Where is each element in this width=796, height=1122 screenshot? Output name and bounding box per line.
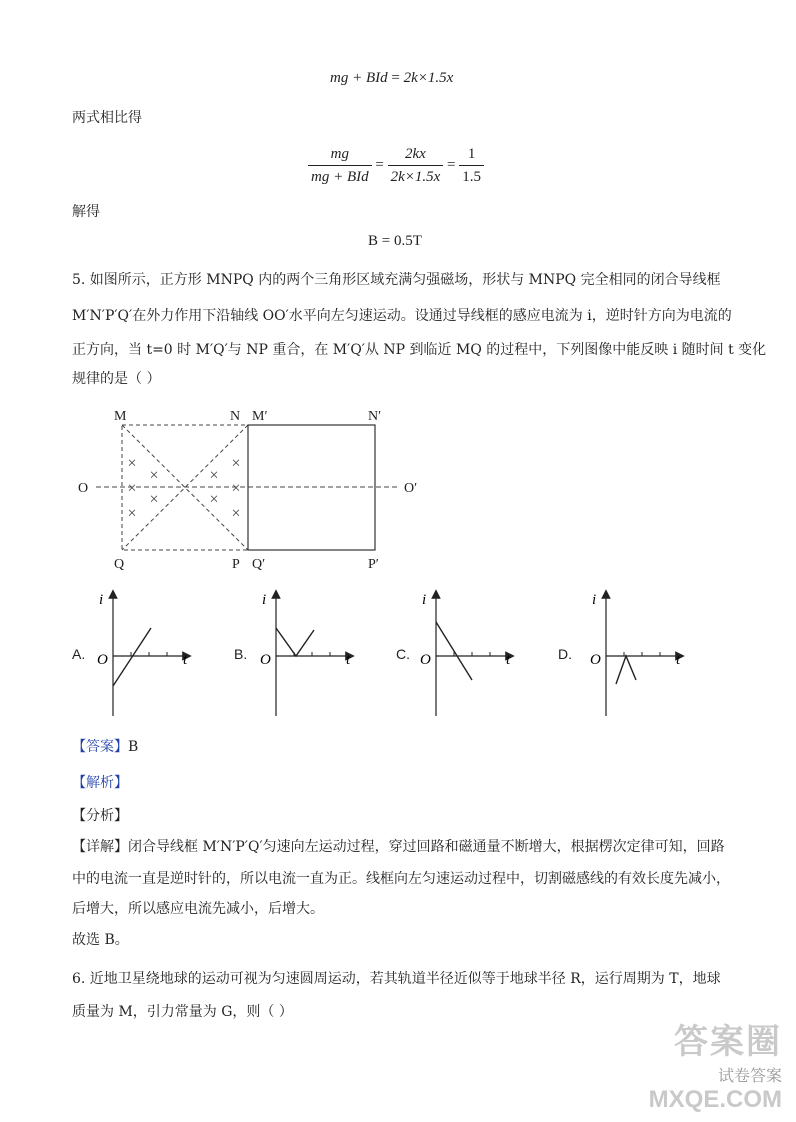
equation-ratio: $\frac{mg}{\text{mg + BId}}$ = $\frac{2kx}{2k\times 1.5x}$ = $\frac{1}{1.5}$ [308, 143, 484, 188]
detail-tag: 【详解】 [72, 839, 128, 855]
axis-i-label: i [99, 592, 104, 608]
option-c-graph[interactable] [418, 588, 518, 720]
option-d-letter[interactable]: D. [558, 646, 572, 662]
field-mark: × [149, 491, 159, 508]
solve-label: 解得 [72, 204, 100, 220]
option-a-graph[interactable] [95, 588, 195, 720]
field-mark: × [209, 491, 219, 508]
svg-text:t: t [676, 652, 681, 668]
label-m: M [114, 409, 127, 424]
option-b-curve [276, 628, 314, 656]
svg-text:i: i [422, 592, 427, 608]
watermark-sub: 试卷答案 [717, 1068, 782, 1085]
detail-line-2: 中的电流一直是逆时针的，所以电流一直为正。线框向左匀速运动过程中，切割磁感线的有效长度先减小， [72, 871, 730, 887]
label-o-prime: O′ [404, 481, 418, 496]
svg-text:O: O [420, 652, 431, 668]
eq1-lhs: mg + BId [330, 70, 388, 86]
watermark-site: MXQE.COM [648, 1086, 782, 1113]
equation-result: B = 0.5T [368, 233, 422, 249]
label-p-prime: P′ [368, 557, 379, 572]
answer-value: B [128, 739, 139, 755]
axis-t-label: t [183, 652, 188, 668]
fenxi-tag: 【分析】 [72, 808, 128, 824]
label-q-prime: Q′ [252, 557, 266, 572]
detail-line-1: 【详解】闭合导线框 M′N′P′Q′匀速向左运动过程，穿过回路和磁通量不断增大，根据楞次定律可知，回路 [72, 839, 725, 855]
field-mark: × [231, 505, 241, 522]
field-mark: × [127, 505, 137, 522]
q6-line-1: 6. 近地卫星绕地球的运动可视为匀速圆周运动，若其轨道半径近似等于地球半径 R，运行周期为 T，地球 [72, 971, 721, 987]
label-o: O [78, 481, 89, 496]
q6-line-2: 质量为 M，引力常量为 G，则（ ） [72, 1004, 293, 1020]
label-q: Q [114, 557, 125, 572]
option-c-letter[interactable]: C. [396, 646, 410, 662]
analysis-tag: 【解析】 [72, 775, 128, 791]
ratio-label: 两式相比得 [72, 110, 142, 126]
fraction-2: $\frac{2kx}{2k\times 1.5x}$ [388, 143, 444, 188]
option-b-letter[interactable]: B. [234, 646, 248, 662]
option-b-graph[interactable] [258, 588, 358, 720]
svg-text:i: i [262, 592, 267, 608]
svg-text:t: t [346, 652, 351, 668]
eq1-rhs: 2k×1.5x [403, 70, 454, 86]
answer-tag: 【答案】 [72, 739, 128, 755]
fraction-1: $\frac{mg}{\text{mg + BId}}$ [308, 143, 372, 188]
label-p: P [232, 557, 240, 572]
watermark [649, 1014, 782, 1114]
q5-line-2: M′N′P′Q′在外力作用下沿轴线 OO′水平向左匀速运动。设通过导线框的感应电流为 i，逆时针方向为电流的 [72, 308, 732, 324]
option-c-curve [436, 622, 472, 680]
svg-text:O: O [260, 652, 271, 668]
q5-line-4: 规律的是（ ） [72, 371, 161, 387]
svg-text:t: t [506, 652, 511, 668]
label-n: N [230, 409, 241, 424]
label-m-prime: M′ [252, 409, 268, 424]
option-d-curve [616, 656, 636, 684]
field-mark: × [231, 480, 241, 497]
field-marks [127, 455, 240, 522]
field-figure [70, 400, 450, 575]
fraction-3: $\frac{1}{1.5}$ [459, 143, 484, 188]
option-d-graph[interactable] [588, 588, 688, 720]
q5-line-3: 正方向，当 t=0 时 M′Q′与 NP 重合，在 M′Q′从 NP 到临近 MQ 的过程中，下列图像中能反映 i 随时间 t 变化 [72, 342, 767, 358]
q5-line-1: 5. 如图所示，正方形 MNPQ 内的两个三角形区域充满匀强磁场，形状与 MNPQ 完全相同的闭合导线框 [72, 272, 721, 288]
field-mark: × [127, 480, 137, 497]
field-mark: × [209, 467, 219, 484]
option-a-curve [113, 628, 151, 686]
detail-conclusion: 故选 B。 [72, 932, 129, 948]
svg-text:i: i [592, 592, 597, 608]
field-mark: × [149, 467, 159, 484]
svg-text:O: O [590, 652, 601, 668]
equation-force-balance: mg + BId = 2k×1.5x [330, 70, 454, 86]
field-mark: × [231, 455, 241, 472]
answer-line [72, 737, 138, 757]
label-n-prime: N′ [368, 409, 382, 424]
detail-line-3: 后增大，所以感应电流先减小，后增大。 [72, 901, 324, 917]
origin-label: O [97, 652, 108, 668]
watermark-logo-text: 答案圈 [674, 1023, 782, 1061]
option-a-letter[interactable]: A. [72, 646, 86, 662]
field-mark: × [127, 455, 137, 472]
